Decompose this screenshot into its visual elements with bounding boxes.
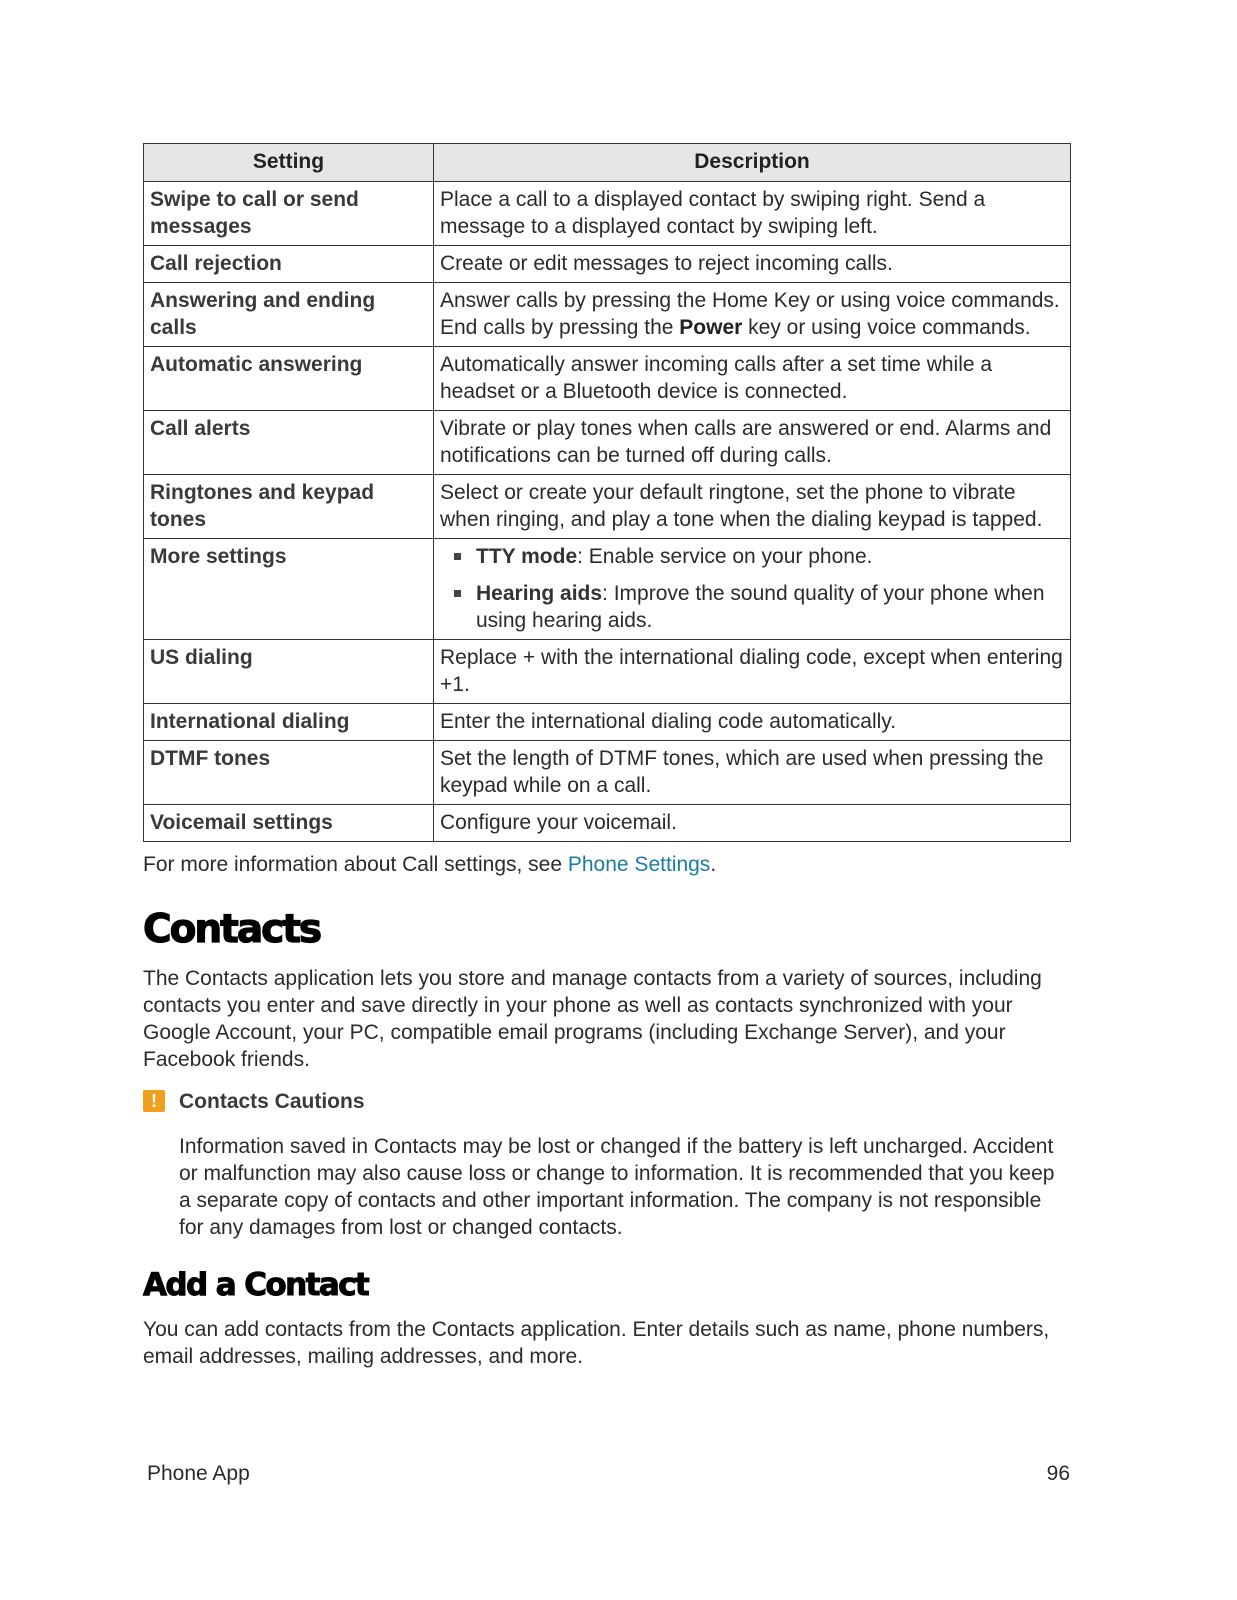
contacts-heading: Contacts (143, 907, 321, 952)
description-text: key or using voice commands. (742, 316, 1031, 339)
caution-body: Information saved in Contacts may be lost or changed if the battery is left uncharged. Accident or malfunction may also cause loss or change to information. It is recommended that you keep a separate copy of contacts and other important information. The company is not responsible for any damages from lost or changed contacts. (179, 1135, 1055, 1239)
table-row (144, 539, 1071, 640)
description-cell: Enter the international dialing code automatically. (434, 704, 1071, 741)
description-cell: Vibrate or play tones when calls are answered or end. Alarms and notifications can be turned off during calls. (434, 411, 1071, 475)
power-key-label: Power (679, 316, 743, 339)
more-info-line (143, 851, 716, 879)
column-header-setting: Setting (144, 144, 434, 182)
setting-cell: Answering and ending calls (144, 283, 434, 347)
setting-cell: US dialing (144, 640, 434, 704)
footer-section-name: Phone App (147, 1462, 250, 1485)
description-cell (434, 283, 1071, 347)
description-cell: Replace + with the international dialing code, except when entering +1. (434, 640, 1071, 704)
list-item (440, 580, 1064, 634)
description-cell: Set the length of DTMF tones, which are used when pressing the keypad while on a call. (434, 741, 1071, 805)
add-contact-paragraph: You can add contacts from the Contacts application. Enter details such as name, phone numbers, email addresses, mailing addresses, and more. (143, 1318, 1050, 1368)
list-item-term: TTY mode (476, 545, 578, 568)
square-bullet-icon (454, 590, 461, 597)
table-row (144, 805, 1071, 842)
footer-page-number: 96 (1046, 1462, 1070, 1485)
table-row (144, 741, 1071, 805)
setting-cell: Swipe to call or send messages (144, 182, 434, 246)
page-content (143, 143, 1070, 1368)
setting-cell: International dialing (144, 704, 434, 741)
table-row (144, 475, 1071, 539)
more-settings-list (440, 543, 1064, 634)
square-bullet-icon (454, 553, 461, 560)
setting-cell: DTMF tones (144, 741, 434, 805)
list-item-term: Hearing aids (476, 582, 603, 605)
call-settings-table (143, 143, 1071, 842)
table-row (144, 411, 1071, 475)
description-cell (434, 539, 1071, 640)
table-row (144, 704, 1071, 741)
contacts-intro-paragraph: The Contacts application lets you store and manage contacts from a variety of sources, including contacts you enter and save directly in your phone as well as contacts synchronized with your Google Account, your PC, compatible email programs (including Exchange Server), and your Facebook friends. (143, 967, 1042, 1071)
list-item-text: : Improve the sound quality of your phone when using hearing aids. (476, 582, 1045, 632)
description-cell: Configure your voicemail. (434, 805, 1071, 842)
setting-cell: Call alerts (144, 411, 434, 475)
table-row (144, 640, 1071, 704)
description-cell: Place a call to a displayed contact by swiping right. Send a message to a displayed contact by swiping left. (434, 182, 1071, 246)
setting-cell: Ringtones and keypad tones (144, 475, 434, 539)
table-row (144, 246, 1071, 283)
table-row (144, 347, 1071, 411)
table-row (144, 283, 1071, 347)
table-row (144, 182, 1071, 246)
setting-cell: More settings (144, 539, 434, 640)
setting-cell: Automatic answering (144, 347, 434, 411)
warning-icon: ! (143, 1090, 165, 1112)
table-header-row (144, 144, 1071, 182)
setting-cell: Call rejection (144, 246, 434, 283)
description-cell: Automatically answer incoming calls after a set time while a headset or a Bluetooth device is connected. (434, 347, 1071, 411)
description-cell: Create or edit messages to reject incoming calls. (434, 246, 1071, 283)
more-info-period: . (710, 853, 717, 876)
description-text: Answer calls by pressing the Home Key or using voice commands. End calls by pressing the (440, 289, 1060, 339)
list-item (440, 543, 1064, 570)
caution-title: Contacts Cautions (179, 1090, 365, 1113)
column-header-description: Description (434, 144, 1071, 182)
phone-settings-link[interactable]: Phone Settings (567, 853, 711, 876)
list-item-text: : Enable service on your phone. (577, 545, 873, 568)
add-contact-heading: Add a Contact (143, 1267, 369, 1303)
setting-cell: Voicemail settings (144, 805, 434, 842)
more-info-text: For more information about Call settings, see (143, 853, 568, 876)
description-cell: Select or create your default ringtone, set the phone to vibrate when ringing, and play a tone when the dialing keypad is tapped. (434, 475, 1071, 539)
